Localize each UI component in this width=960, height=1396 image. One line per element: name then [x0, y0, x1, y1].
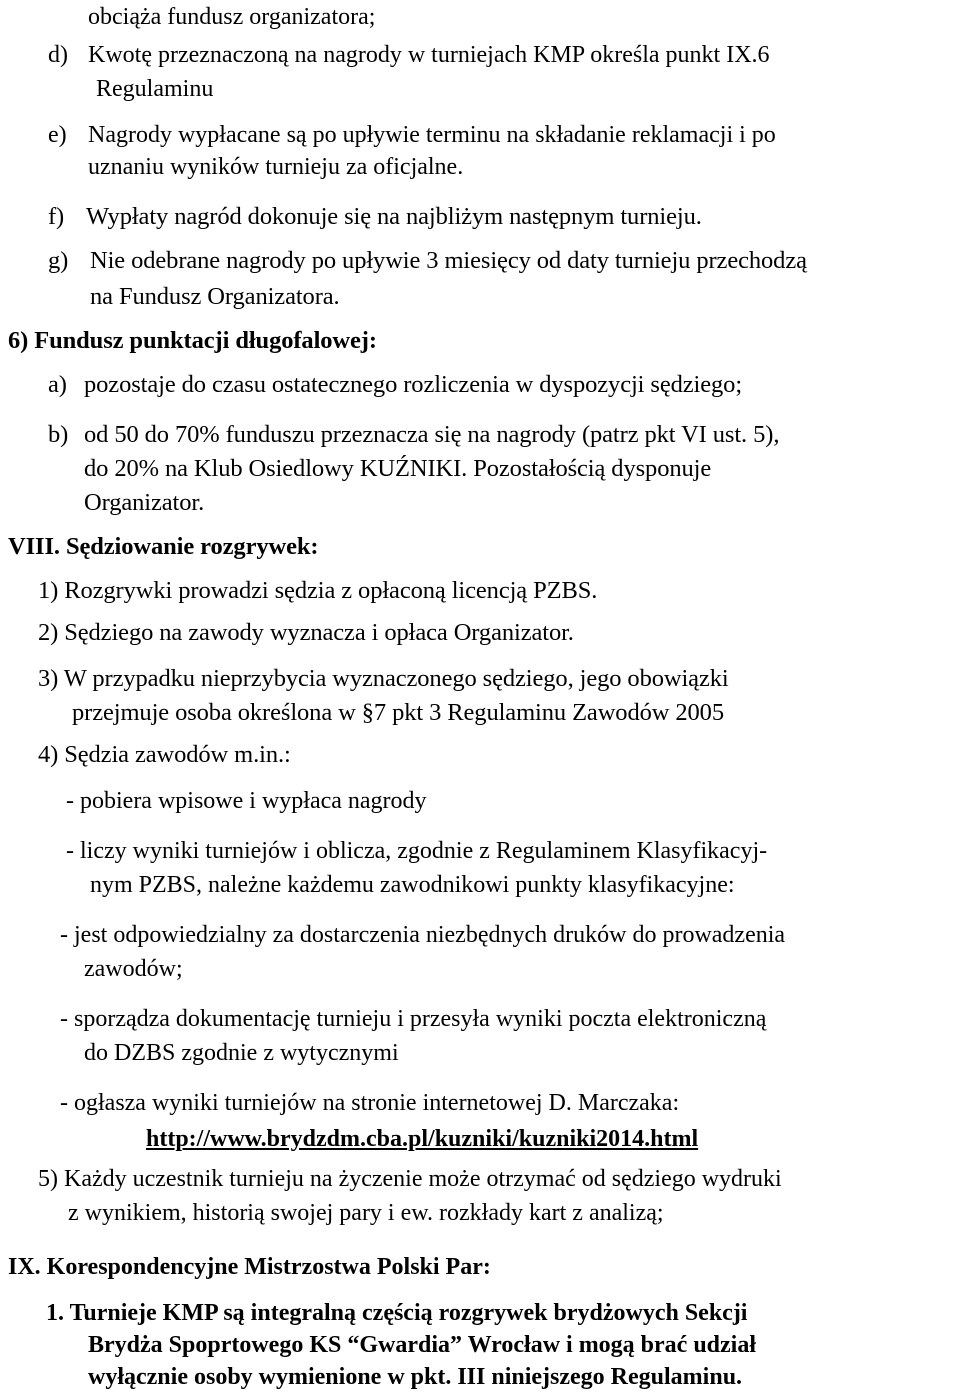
text-line: do DZBS zgodnie z wytycznymi [84, 1040, 399, 1066]
numbered-item-3: 3) W przypadku nieprzybycia wyznaczonego sędziego, jego obowiązki [38, 665, 729, 692]
url-link[interactable]: http://www.brydzdm.cba.pl/kuzniki/kuzniki2014.html [146, 1126, 699, 1152]
numbered-item-2: 2) Sędziego na zawody wyznacza i opłaca Organizator. [38, 619, 574, 646]
list-text: Kwotę przeznaczoną na nagrody w turniejach KMP określa punkt IX.6 [88, 42, 770, 68]
dash-item: - jest odpowiedzialny za dostarczenia niezbędnych druków do prowadzenia [60, 922, 786, 948]
text-line: z wynikiem, historią swojej pary i ew. rozkłady kart z analizą; [68, 1200, 664, 1226]
list-text: Nagrody wypłacane są po upływie terminu na składanie reklamacji i po [88, 122, 776, 148]
text-line: Organizator. [84, 489, 205, 516]
dash-item: - sporządza dokumentację turnieju i przesyła wyniki poczta elektroniczną [60, 1006, 767, 1032]
dash-item: - liczy wyniki turniejów i oblicza, zgodnie z Regulaminem Klasyfikacyj- [66, 838, 768, 864]
list-item-f [48, 202, 702, 232]
list-item-d [48, 40, 770, 70]
section-heading-viii: VIII. Sędziowanie rozgrywek: [8, 533, 319, 560]
list-text: Nie odebrane nagrody po upływie 3 miesięcy od daty turnieju przechodzą [90, 247, 807, 274]
text-line: nym PZBS, należne każdemu zawodnikowi punkty klasyfikacyjne: [90, 872, 735, 898]
text-line: zawodów; [84, 956, 183, 982]
website-link[interactable] [146, 1124, 698, 1154]
dash-item: - pobiera wpisowe i wypłaca nagrody [66, 788, 427, 814]
list-text: Wypłaty nagród dokonuje się na najbliżym następnym turnieju. [86, 203, 702, 230]
text-line: Brydża Spoprtowego KS “Gwardia” Wrocław i mogą brać udział [88, 1332, 757, 1358]
list-item-e [48, 120, 776, 150]
list-label: f) [48, 203, 65, 230]
text-line: do 20% na Klub Osiedlowy KUŹNIKI. Pozostałością dysponuje [84, 455, 712, 482]
numbered-item-ix-1: 1. Turnieje KMP są integralną częścią rozgrywek brydżowych Sekcji [46, 1300, 748, 1326]
list-text: od 50 do 70% funduszu przeznacza się na nagrody (patrz pkt VI ust. 5), [84, 421, 780, 448]
numbered-item-5: 5) Każdy uczestnik turnieju na życzenie może otrzymać od sędziego wydruki [38, 1166, 782, 1192]
text-line: obciąża fundusz organizatora; [88, 4, 376, 30]
numbered-item-4: 4) Sędzia zawodów m.in.: [38, 741, 291, 768]
list-label: a) [48, 371, 67, 398]
list-label: e) [48, 122, 67, 148]
numbered-item-1: 1) Rozgrywki prowadzi sędzia z opłaconą licencją PZBS. [38, 577, 598, 604]
text-line: uznaniu wyników turnieju za oficjalne. [88, 154, 464, 180]
list-item-g [48, 246, 807, 276]
text-line: na Fundusz Organizatora. [90, 283, 340, 310]
section-heading-6: 6) Fundusz punktacji długofalowej: [8, 327, 377, 354]
section-heading-ix: IX. Korespondencyjne Mistrzostwa Polski Par: [8, 1254, 491, 1280]
text-line: przejmuje osoba określona w §7 pkt 3 Regulaminu Zawodów 2005 [72, 699, 724, 726]
list-item-a [48, 370, 742, 400]
list-label: d) [48, 42, 68, 68]
list-item-b [48, 420, 779, 450]
list-text: pozostaje do czasu ostatecznego rozliczenia w dyspozycji sędziego; [84, 371, 743, 398]
text-line: wyłącznie osoby wymienione w pkt. III niniejszego Regulaminu. [88, 1364, 743, 1390]
list-label: g) [48, 247, 69, 274]
list-label: b) [48, 421, 69, 448]
dash-item: - ogłasza wyniki turniejów na stronie internetowej D. Marczaka: [60, 1090, 680, 1116]
text-line: Regulaminu [96, 76, 214, 102]
